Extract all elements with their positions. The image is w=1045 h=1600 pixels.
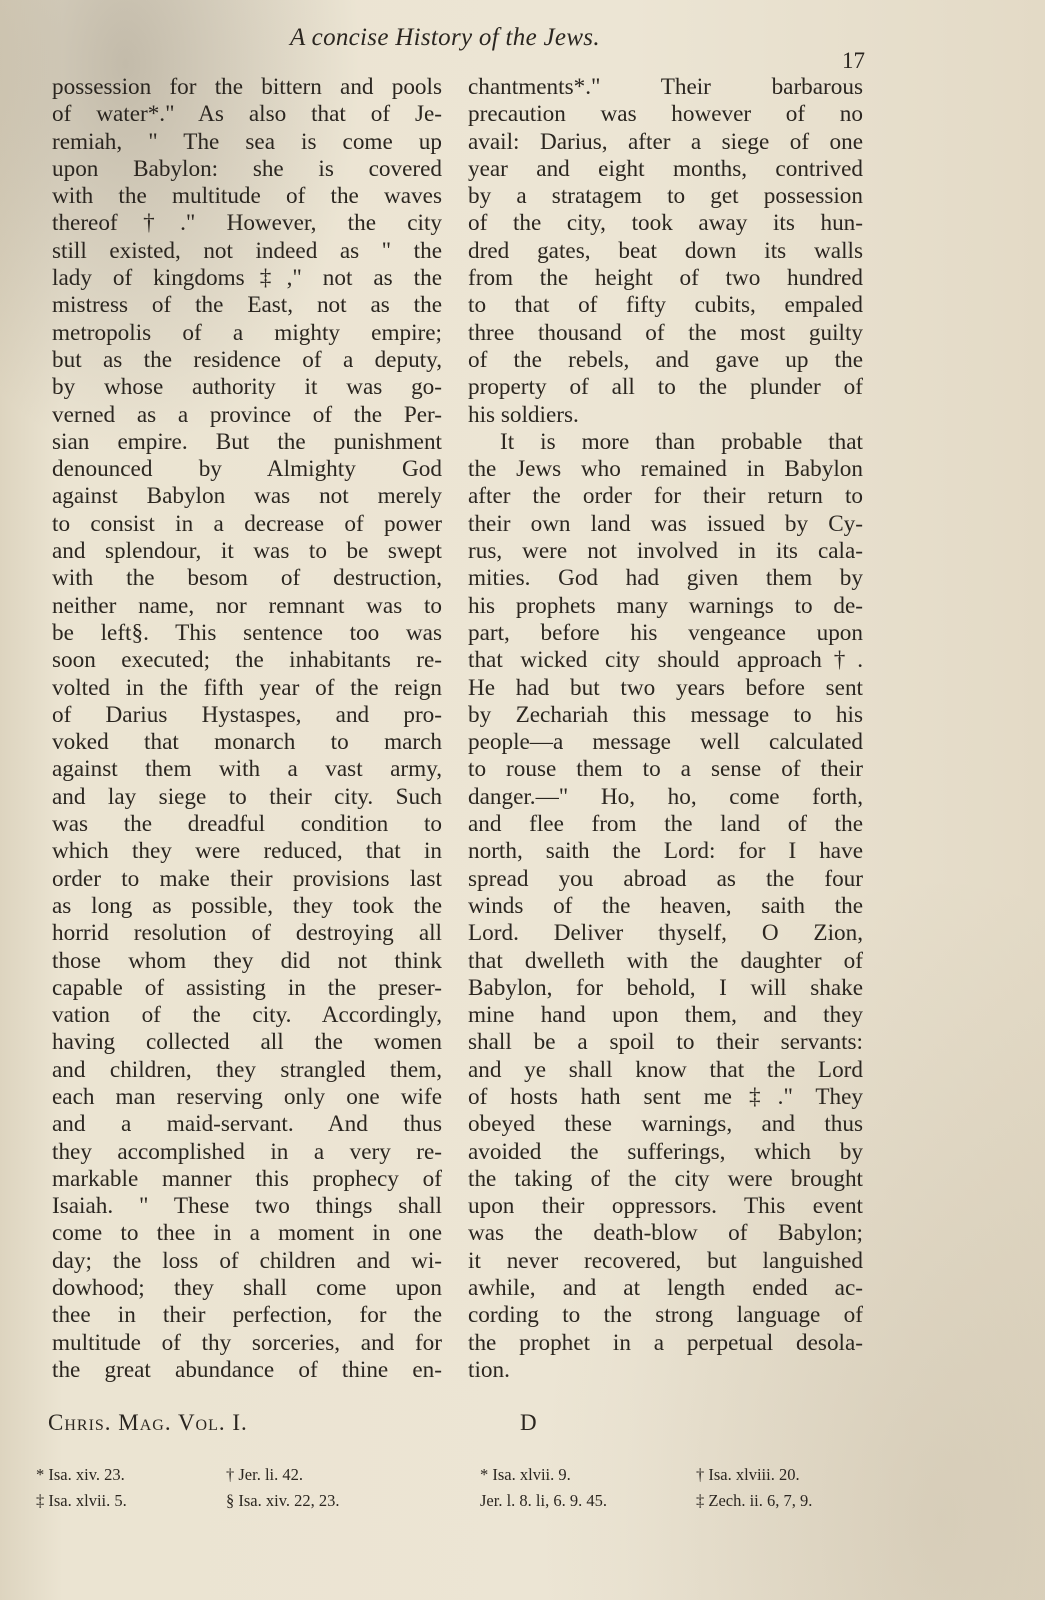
text-line: of the rebels, and gave up the [468, 346, 863, 373]
text-line: of Darius Hystaspes, and pro- [52, 701, 442, 728]
text-line: against them with a vast army, [52, 756, 442, 783]
text-line: neither name, nor remnant was to [52, 592, 442, 619]
text-line: the prophet in a perpetual desola- [468, 1329, 863, 1356]
text-line: their own land was issued by Cy- [468, 510, 863, 537]
text-line: to that of fifty cubits, empaled [468, 292, 863, 319]
text-line: Isaiah. " These two things shall [52, 1193, 442, 1220]
text-line: after the order for their return to [468, 483, 863, 510]
text-line: people—a message well calculated [468, 729, 863, 756]
text-line: north, saith the Lord: for I have [468, 838, 863, 865]
text-line: his prophets many warnings to de- [468, 592, 863, 619]
page-header [0, 18, 1045, 73]
text-line: mities. God had given them by [468, 565, 863, 592]
text-line: dred gates, beat down its walls [468, 237, 863, 264]
text-line: markable manner this prophecy of [52, 1165, 442, 1192]
text-line: horrid resolution of destroying all [52, 920, 442, 947]
signature-line [48, 1410, 868, 1440]
text-line: his soldiers. [468, 401, 579, 428]
text-line: possession for the bittern and pools [52, 74, 442, 100]
text-line: danger.—" Ho, ho, come forth, [468, 783, 863, 810]
text-line: it never recovered, but languished [468, 1247, 863, 1274]
text-line: avail: Darius, after a siege of one [468, 128, 863, 155]
text-line: the great abundance of thine en- [52, 1356, 442, 1383]
text-line: year and eight months, contrived [468, 155, 863, 182]
footnote: § Isa. xiv. 22, 23. [226, 1491, 340, 1510]
text-line: still existed, not indeed as " the [52, 237, 442, 264]
text-line: three thousand of the most guilty [468, 319, 863, 346]
text-line: those whom they did not think [52, 947, 442, 974]
footnote: Jer. l. 8. li, 6. 9. 45. [480, 1491, 607, 1510]
text-line: to consist in a decrease of power [52, 510, 442, 537]
text-line: thee in their perfection, for the [52, 1302, 442, 1329]
text-line: avoided the sufferings, which by [468, 1138, 863, 1165]
text-line: upon their oppressors. This event [468, 1193, 863, 1220]
footnote: † Jer. li. 42. [226, 1465, 303, 1484]
running-title: A concise History of the Jews. [290, 24, 600, 51]
signature-mark: D [520, 1410, 537, 1435]
text-line: denounced by Almighty God [52, 456, 442, 483]
text-line: metropolis of a mighty empire; [52, 319, 442, 346]
text-line: dowhood; they shall come upon [52, 1275, 442, 1302]
text-line: that wicked city should approach†. [468, 647, 863, 674]
footnote: ‡ Zech. ii. 6, 7, 9. [696, 1491, 813, 1510]
text-line: and splendour, it was to be swept [52, 538, 442, 565]
text-line: awhile, and at length ended ac- [468, 1275, 863, 1302]
text-line: with the multitude of the waves [52, 183, 442, 210]
text-line: thereof†." However, the city [52, 210, 442, 237]
text-line: and flee from the land of the [468, 811, 863, 838]
text-line: was the death-blow of Babylon; [468, 1220, 863, 1247]
text-line: spread you abroad as the four [468, 865, 863, 892]
text-line: and ye shall know that the Lord [468, 1056, 863, 1083]
text-line: by a stratagem to get possession [468, 183, 863, 210]
text-line: and a maid-servant. And thus [52, 1111, 442, 1138]
text-line: having collected all the women [52, 1029, 442, 1056]
text-line: property of all to the plunder of [468, 374, 863, 401]
text-line: It is more than probable that [500, 428, 863, 455]
text-line: part, before his vengeance upon [468, 619, 863, 646]
footnote: * Isa. xlvii. 9. [480, 1465, 571, 1484]
text-line: mine hand upon them, and they [468, 1002, 863, 1029]
volume-signature: Chris. Mag. Vol. I. [48, 1410, 248, 1435]
text-line: with the besom of destruction, [52, 565, 442, 592]
text-line: rus, were not involved in its cala- [468, 538, 863, 565]
text-line: the taking of the city were brought [468, 1165, 863, 1192]
text-line: by Zechariah this message to his [468, 701, 863, 728]
text-line: against Babylon was not merely [52, 483, 442, 510]
text-line: of water*." As also that of Je- [52, 101, 442, 128]
text-line: and children, they strangled them, [52, 1056, 442, 1083]
text-line: of hosts hath sent me‡." They [468, 1083, 863, 1110]
text-line: that dwelleth with the daughter of [468, 947, 863, 974]
text-line: by whose authority it was go- [52, 374, 442, 401]
text-line: He had but two years before sent [468, 674, 863, 701]
text-line: which they were reduced, that in [52, 838, 442, 865]
text-line: order to make their provisions last [52, 865, 442, 892]
text-line: capable of assisting in the preser- [52, 974, 442, 1001]
text-line: Lord. Deliver thyself, O Zion, [468, 920, 863, 947]
text-line: volted in the fifth year of the reign [52, 674, 442, 701]
text-line: remiah, " The sea is come up [52, 128, 442, 155]
text-line: from the height of two hundred [468, 265, 863, 292]
text-line: multitude of thy sorceries, and for [52, 1329, 442, 1356]
left-text-column [52, 74, 442, 1384]
footnotes [36, 1462, 876, 1522]
footnote: * Isa. xiv. 23. [36, 1465, 125, 1484]
text-line: day; the loss of children and wi- [52, 1247, 442, 1274]
text-line: Babylon, for behold, I will shake [468, 974, 863, 1001]
text-line: winds of the heaven, saith the [468, 892, 863, 919]
text-line: sian empire. But the punishment [52, 428, 442, 455]
text-line: as long as possible, they took the [52, 892, 442, 919]
text-line: precaution was however of no [468, 101, 863, 128]
footnote: ‡ Isa. xlvii. 5. [36, 1491, 127, 1510]
right-text-column [468, 74, 863, 1384]
text-line: come to thee in a moment in one [52, 1220, 442, 1247]
text-line: tion. [468, 1356, 510, 1383]
text-line: each man reserving only one wife [52, 1083, 442, 1110]
text-line: chantments*." Their barbarous [468, 74, 863, 100]
text-line: vation of the city. Accordingly, [52, 1002, 442, 1029]
footnote: † Isa. xlviii. 20. [696, 1465, 800, 1484]
text-line: mistress of the East, not as the [52, 292, 442, 319]
text-line: the Jews who remained in Babylon [468, 456, 863, 483]
text-line: of the city, took away its hun- [468, 210, 863, 237]
text-line: to rouse them to a sense of their [468, 756, 863, 783]
text-line: soon executed; the inhabitants re- [52, 647, 442, 674]
text-line: be left§. This sentence too was [52, 619, 442, 646]
text-line: was the dreadful condition to [52, 811, 442, 838]
text-line: cording to the strong language of [468, 1302, 863, 1329]
text-line: voked that monarch to march [52, 729, 442, 756]
text-line: upon Babylon: she is covered [52, 155, 442, 182]
text-line: lady of kingdoms‡," not as the [52, 265, 442, 292]
text-line: but as the residence of a deputy, [52, 346, 442, 373]
text-line: verned as a province of the Per- [52, 401, 442, 428]
text-line: shall be a spoil to their servants: [468, 1029, 863, 1056]
text-line: and lay siege to their city. Such [52, 783, 442, 810]
text-line: obeyed these warnings, and thus [468, 1111, 863, 1138]
page-number: 17 [842, 48, 865, 73]
text-line: they accomplished in a very re- [52, 1138, 442, 1165]
